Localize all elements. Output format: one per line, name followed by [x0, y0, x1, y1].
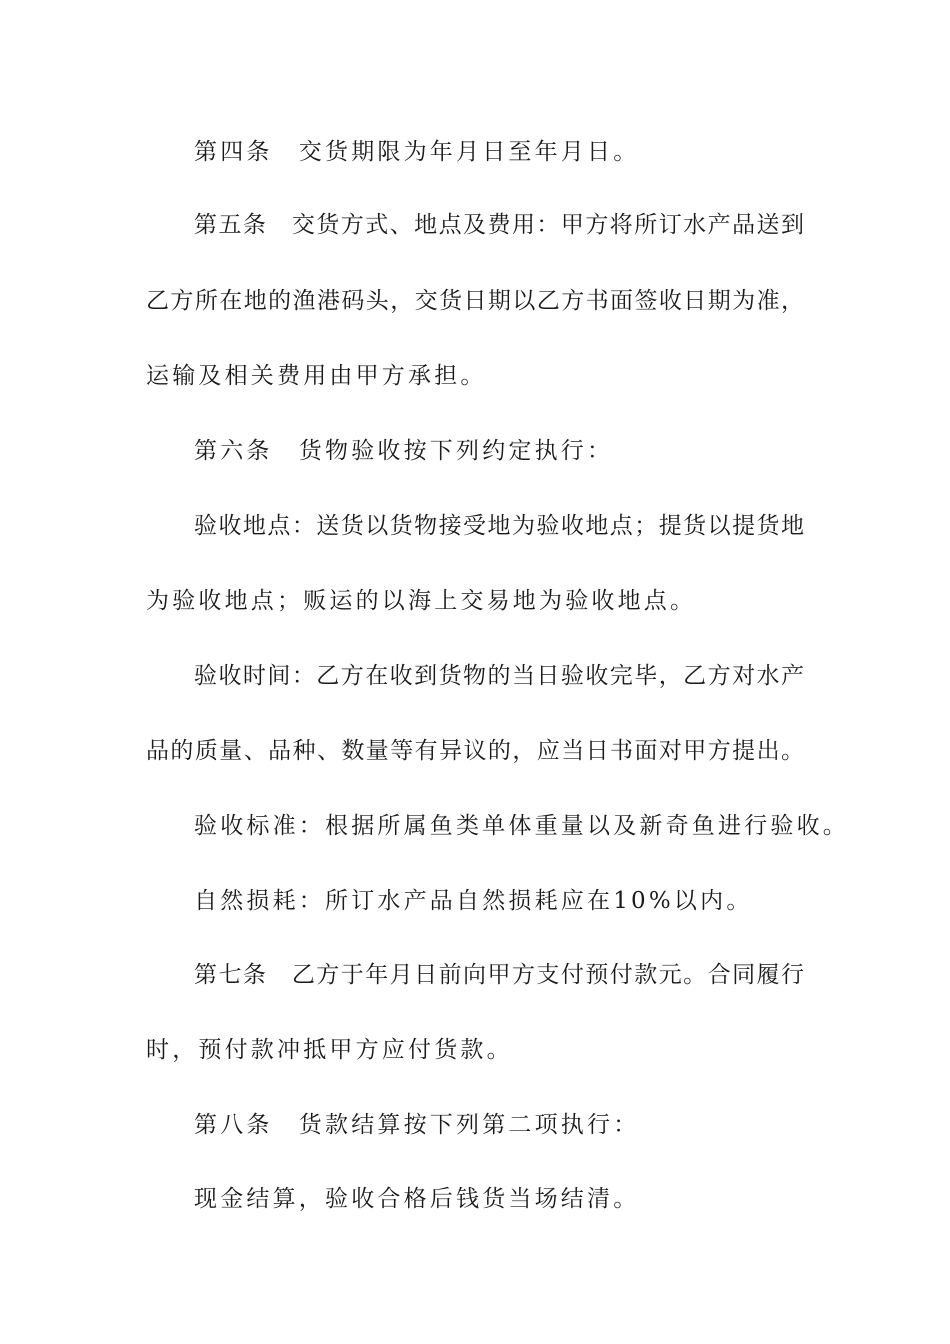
- inspection-time-line-1: 验收时间：乙方在收到货物的当日验收完毕，乙方对水产: [194, 663, 804, 689]
- inspection-place-line-1: 验收地点：送货以货物接受地为验收地点；提货以提货地: [194, 513, 804, 539]
- article-5-line-3: 运输及相关费用由甲方承担。: [146, 363, 487, 389]
- inspection-place-line-2: 为验收地点；贩运的以海上交易地为验收地点。: [146, 588, 697, 614]
- article-5-line-1: 第五条 交货方式、地点及费用：甲方将所订水产品送到: [194, 212, 804, 238]
- article-4-line-1: 第四条 交货期限为年月日至年月日。: [194, 139, 640, 165]
- article-6-line-1: 第六条 货物验收按下列约定执行：: [194, 438, 614, 464]
- article-7-line-1: 第七条 乙方于年月日前向甲方支付预付款元。合同履行: [194, 962, 804, 988]
- cash-settlement-line: 现金结算，验收合格后钱货当场结清。: [194, 1186, 640, 1212]
- inspection-time-line-2: 品的质量、品种、数量等有异议的，应当日书面对甲方提出。: [146, 738, 804, 764]
- article-8-line-1: 第八条 货款结算按下列第二项执行：: [194, 1112, 640, 1138]
- natural-loss-line: 自然损耗：所订水产品自然损耗应在10%以内。: [194, 888, 753, 914]
- article-7-line-2: 时，预付款冲抵甲方应付货款。: [146, 1037, 513, 1063]
- inspection-standard-line: 验收标准：根据所属鱼类单体重量以及新奇鱼进行验收。: [194, 813, 849, 839]
- article-5-line-2: 乙方所在地的渔港码头，交货日期以乙方书面签收日期为准，: [146, 288, 804, 314]
